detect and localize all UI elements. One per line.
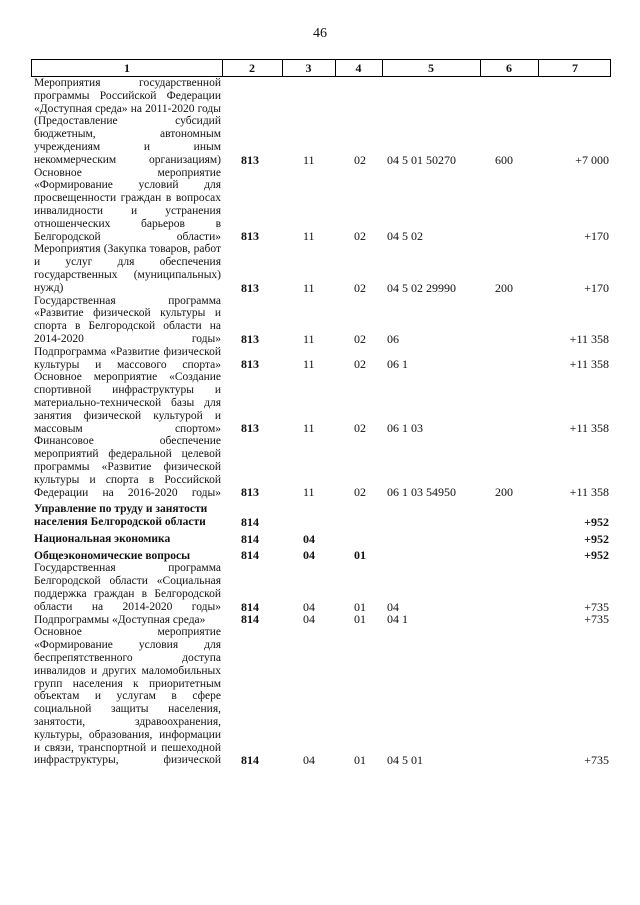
row-amount: +11 358 (569, 485, 609, 500)
table-row (31, 243, 611, 294)
row-subsection-code: 02 (354, 421, 366, 436)
row-ministry-code: 814 (241, 548, 259, 563)
table-row (31, 77, 611, 167)
row-amount: +170 (584, 280, 609, 295)
table-header (31, 59, 611, 77)
row-subsection-code: 01 (354, 612, 366, 627)
row-section-code: 04 (303, 548, 315, 563)
row-amount: +735 (584, 599, 609, 614)
row-amount: +952 (584, 548, 609, 563)
row-subsection-code: 01 (354, 548, 366, 563)
row-description: Мероприятия государственной программы Российской Федерации «Доступная среда» на 2011-2020 годы (Предоставление субсидий бюджетным, автономным учреждениям и иным некоммерческим организациям) (34, 77, 221, 166)
row-description: Общеэкономические вопросы (34, 549, 191, 562)
table-row (31, 435, 611, 499)
row-ministry-code: 814 (241, 514, 259, 529)
row-ministry-code: 814 (241, 753, 259, 768)
row-target-article: 04 (387, 599, 399, 614)
row-description: Основное мероприятие «Формирование условия для беспрепятственного доступа инвалидов и других маломобильных групп населения к приоритетным объектам и услугам в сфере социальной защиты населения, занятости, здравоохранения, культуры, образования, информации и связи, транспортной и пешеходной инфраструктуры, физической (34, 626, 221, 767)
row-description: Национальная экономика (34, 532, 171, 545)
row-amount: +952 (584, 531, 609, 546)
row-amount: +952 (584, 514, 609, 529)
row-ministry-code: 813 (241, 280, 259, 295)
header-col-7: 7 (572, 61, 578, 75)
row-expense-type: 200 (495, 280, 513, 295)
row-target-article: 06 (387, 331, 399, 346)
row-target-article: 04 1 (387, 612, 408, 627)
page-number: 46 (313, 26, 327, 41)
row-target-article: 04 5 02 29990 (387, 280, 456, 295)
row-section-code: 11 (303, 485, 315, 500)
table-row (31, 371, 611, 435)
row-amount: +11 358 (569, 357, 609, 372)
header-col-2: 2 (249, 61, 255, 75)
header-col-6: 6 (506, 61, 512, 75)
table-row (31, 626, 611, 767)
row-section-code: 11 (303, 280, 315, 295)
row-section-code: 11 (303, 229, 315, 244)
row-target-article: 06 1 03 (387, 421, 423, 436)
row-target-article: 06 1 (387, 357, 408, 372)
header-col-4: 4 (355, 61, 362, 75)
row-amount: +11 358 (569, 331, 609, 346)
row-section-code: 11 (303, 152, 315, 167)
row-expense-type: 600 (495, 152, 513, 167)
table-row (31, 503, 611, 529)
row-expense-type: 200 (495, 485, 513, 500)
row-amount: +735 (584, 612, 609, 627)
table-row (31, 614, 611, 627)
row-subsection-code: 02 (354, 229, 366, 244)
row-description: Государственная программа Белгородской области «Социальная поддержка граждан в Белгородской области на 2014-2020 годы» (34, 562, 221, 613)
row-ministry-code: 814 (241, 612, 259, 627)
table-row (31, 550, 611, 563)
row-ministry-code: 814 (241, 531, 259, 546)
row-ministry-code: 813 (241, 357, 259, 372)
row-section-code: 11 (303, 331, 315, 346)
row-subsection-code: 02 (354, 485, 366, 500)
row-ministry-code: 813 (241, 331, 259, 346)
row-description: Финансовое обеспечение мероприятий федеральной целевой программы «Развитие физической культуры и спорта в Российской Федерации на 2016-2020 годы» (34, 435, 221, 499)
row-section-code: 04 (303, 753, 315, 768)
row-subsection-code: 02 (354, 280, 366, 295)
header-col-5: 5 (428, 61, 434, 75)
row-amount: +170 (584, 229, 609, 244)
row-section-code: 11 (303, 421, 315, 436)
row-description: Подпрограмма «Развитие физической культуры и массового спорта» (34, 345, 221, 371)
row-target-article: 04 5 01 (387, 753, 423, 768)
row-section-code: 11 (303, 357, 315, 372)
row-description: Подпрограммы «Доступная среда» (34, 613, 206, 626)
row-subsection-code: 02 (354, 331, 366, 346)
row-target-article: 06 1 03 54950 (387, 485, 456, 500)
header-col-1: 1 (124, 61, 130, 75)
table-row (31, 295, 611, 346)
row-description: Государственная программа «Развитие физической культуры и спорта в Белгородской области на 2014-2020 годы» (34, 294, 221, 345)
row-target-article: 04 5 01 50270 (387, 152, 456, 167)
row-description: Основное мероприятие «Формирование условий для просвещенности граждан в вопросах инвалидности и устранения отношенческих барьеров в Белгородской области» (34, 166, 221, 243)
row-subsection-code: 01 (354, 599, 366, 614)
row-subsection-code: 02 (354, 152, 366, 167)
table-row (31, 562, 611, 613)
row-amount: +7 000 (575, 152, 609, 167)
table-row (31, 167, 611, 244)
row-subsection-code: 02 (354, 357, 366, 372)
header-col-3: 3 (305, 61, 312, 75)
row-target-article: 04 5 02 (387, 229, 423, 244)
row-description: Мероприятия (Закупка товаров, работ и услуг для обеспечения государственных (муниципальных) нужд) (34, 243, 221, 294)
table-row (31, 346, 611, 372)
row-section-code: 04 (303, 612, 315, 627)
row-ministry-code: 813 (241, 421, 259, 436)
budget-table (31, 59, 611, 767)
row-description: Управление по труду и занятости населения Белгородской области (34, 503, 208, 529)
row-section-code: 04 (303, 599, 315, 614)
row-ministry-code: 813 (241, 229, 259, 244)
row-amount: +11 358 (569, 421, 609, 436)
row-section-code: 04 (303, 531, 315, 546)
row-ministry-code: 813 (241, 485, 259, 500)
row-ministry-code: 813 (241, 152, 259, 167)
row-subsection-code: 01 (354, 753, 366, 768)
row-amount: +735 (584, 753, 609, 768)
row-description: Основное мероприятие «Создание спортивной инфраструктуры и материально-технической базы для занятия физической культурой и массовым спортом» (34, 371, 221, 435)
row-ministry-code: 814 (241, 599, 259, 614)
table-row (31, 533, 611, 546)
